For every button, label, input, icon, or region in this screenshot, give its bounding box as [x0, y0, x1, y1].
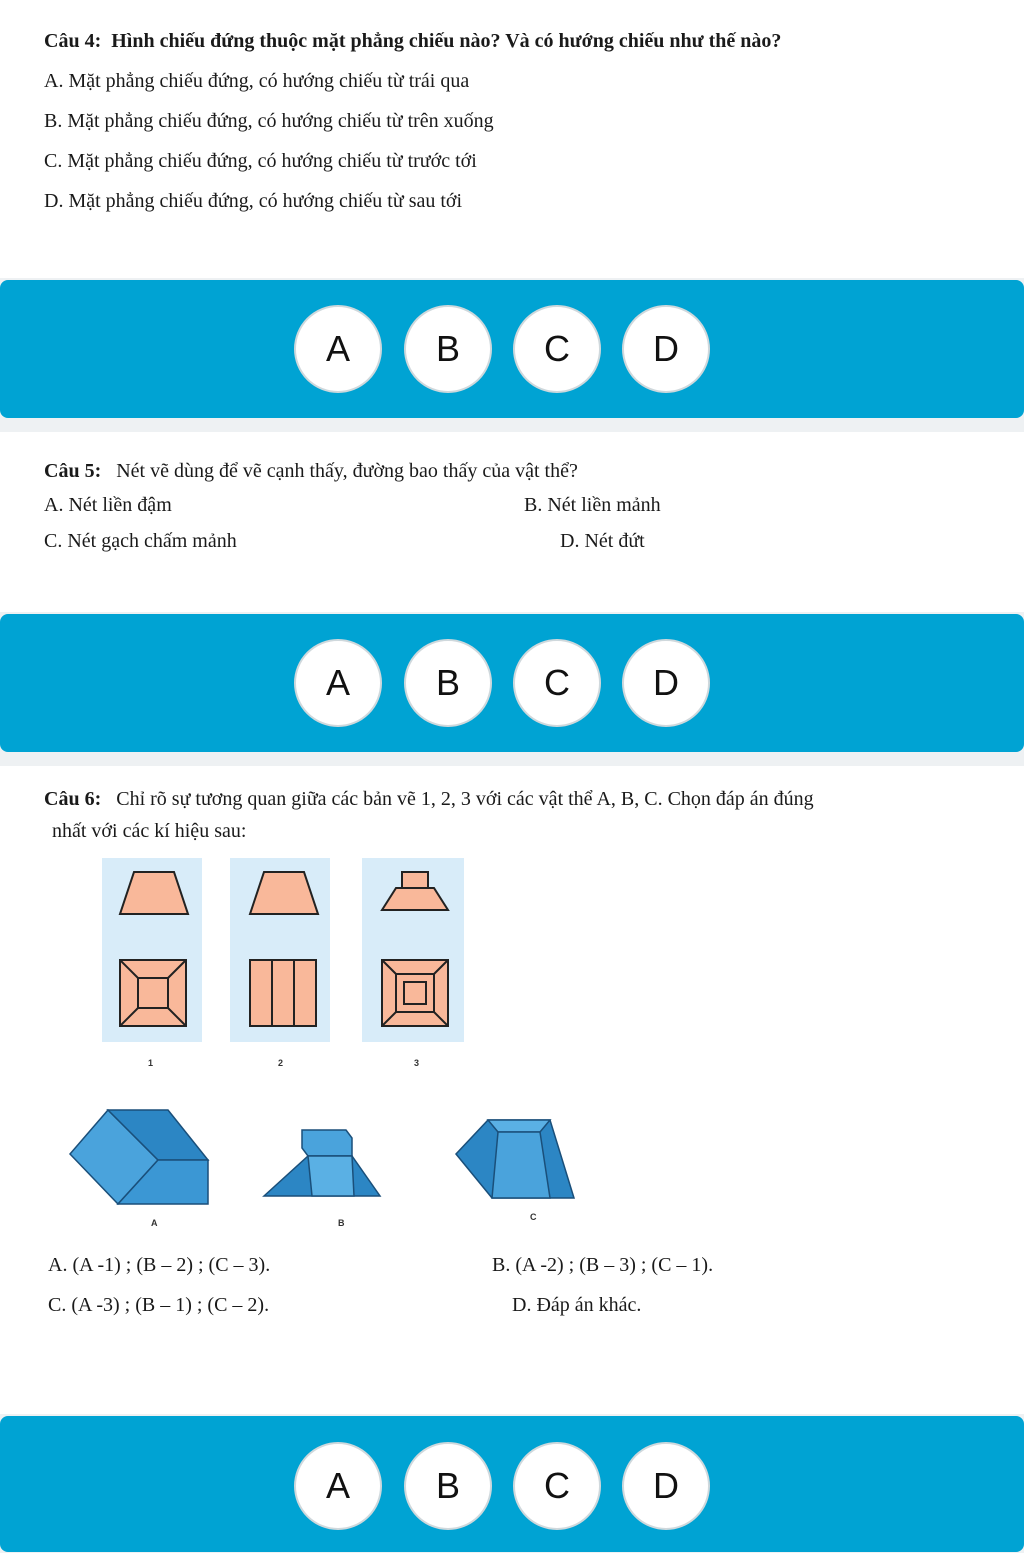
q6-answer-b-button[interactable]: B — [404, 1442, 492, 1530]
drawing-1-label: 1 — [148, 1058, 154, 1068]
object-c-solid — [454, 1118, 576, 1202]
question-4-option-d: D. Mặt phẳng chiếu đứng, có hướng chiếu từ sau tới — [44, 190, 463, 212]
object-b-label: B — [338, 1218, 345, 1228]
question-5-title — [44, 460, 578, 483]
question-6-card — [0, 766, 1024, 1414]
drawing-1-top-view — [118, 958, 188, 1028]
q6-answer-a-button[interactable]: A — [294, 1442, 382, 1530]
question-6-answer-bar — [0, 1416, 1024, 1552]
drawing-2-front-view — [248, 870, 320, 916]
question-4-title — [44, 30, 781, 53]
object-b-solid — [262, 1128, 382, 1200]
q4-answer-b-button[interactable]: B — [404, 305, 492, 393]
question-5-text: Nét vẽ dùng để vẽ cạnh thấy, đường bao thấy của vật thể? — [116, 460, 578, 482]
object-a-label: A — [151, 1218, 158, 1228]
question-4-option-b: B. Mặt phẳng chiếu đứng, có hướng chiếu từ trên xuống — [44, 110, 494, 132]
question-6-option-a: A. (A -1) ; (B – 2) ; (C – 3). — [48, 1254, 271, 1276]
q4-answer-c-button[interactable]: C — [513, 305, 601, 393]
question-6-text: Chỉ rõ sự tương quan giữa các bản vẽ 1, 2, 3 với các vật thể A, B, C. Chọn đáp án đúng — [116, 788, 814, 810]
question-6-label: Câu 6: — [44, 788, 102, 810]
q5-answer-a-button[interactable]: A — [294, 639, 382, 727]
drawing-3-label: 3 — [414, 1058, 420, 1068]
question-5-label: Câu 5: — [44, 460, 102, 482]
q5-answer-c-button[interactable]: C — [513, 639, 601, 727]
q4-answer-d-button[interactable]: D — [622, 305, 710, 393]
drawing-2-top-view — [248, 958, 318, 1028]
q6-answer-c-button[interactable]: C — [513, 1442, 601, 1530]
question-6-title — [44, 788, 814, 811]
question-5-card — [0, 432, 1024, 612]
question-4-answer-bar — [0, 280, 1024, 418]
question-5-option-b: B. Nét liền mảnh — [524, 494, 661, 516]
drawing-3-top-view — [380, 958, 450, 1028]
drawing-1-front-view — [118, 870, 190, 916]
question-4-text: Hình chiếu đứng thuộc mặt phẳng chiếu nào? Và có hướng chiếu như thế nào? — [111, 30, 782, 52]
question-5-option-c: C. Nét gạch chấm mảnh — [44, 530, 237, 552]
question-5-option-d: D. Nét đứt — [560, 530, 645, 552]
question-5-answer-bar — [0, 614, 1024, 752]
question-6-option-b: B. (A -2) ; (B – 3) ; (C – 1). — [492, 1254, 714, 1276]
q6-answer-d-button[interactable]: D — [622, 1442, 710, 1530]
question-6-option-c: C. (A -3) ; (B – 1) ; (C – 2). — [48, 1294, 270, 1316]
question-6-option-d: D. Đáp án khác. — [512, 1294, 642, 1316]
question-6-text-line2: nhất với các kí hiệu sau: — [52, 820, 247, 842]
question-4-option-c: C. Mặt phẳng chiếu đứng, có hướng chiếu từ trước tới — [44, 150, 477, 172]
object-c-label: C — [530, 1212, 537, 1222]
question-4-option-a: A. Mặt phẳng chiếu đứng, có hướng chiếu từ trái qua — [44, 70, 470, 92]
question-4-label: Câu 4: — [44, 30, 102, 52]
question-4-card — [0, 0, 1024, 278]
q5-answer-b-button[interactable]: B — [404, 639, 492, 727]
drawing-2-label: 2 — [278, 1058, 284, 1068]
question-5-option-a: A. Nét liền đậm — [44, 494, 172, 516]
drawing-3-front-view — [380, 870, 450, 916]
q5-answer-d-button[interactable]: D — [622, 639, 710, 727]
object-a-solid — [68, 1108, 210, 1208]
q4-answer-a-button[interactable]: A — [294, 305, 382, 393]
